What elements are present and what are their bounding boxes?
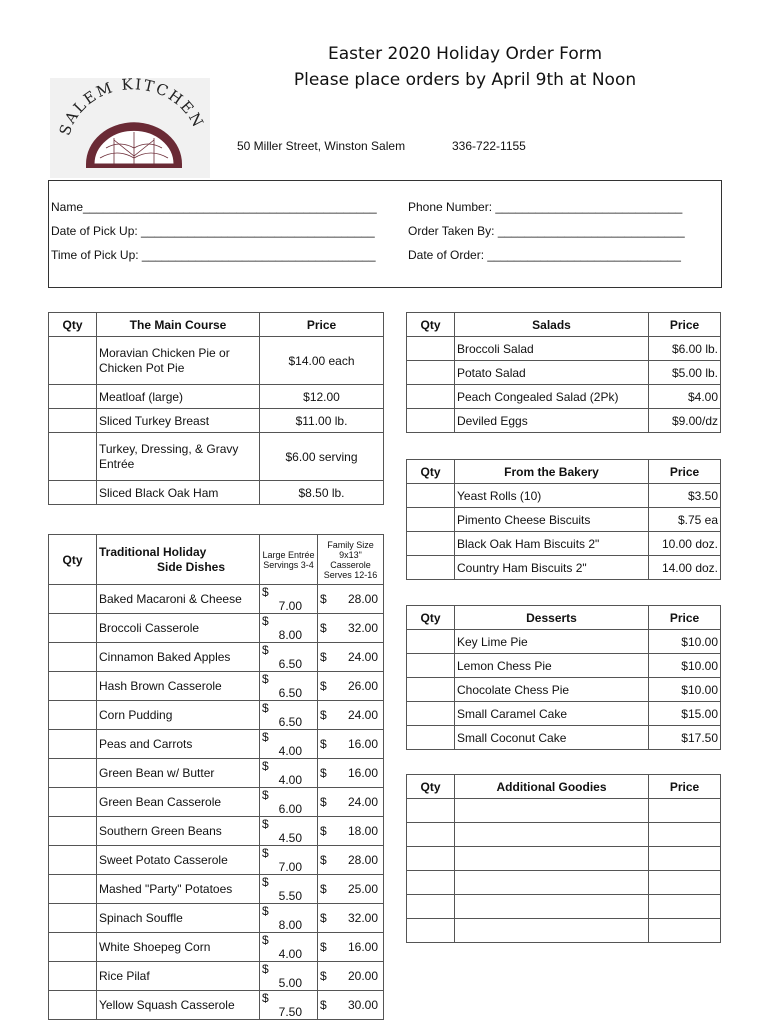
- table-row: [407, 702, 721, 726]
- qty-cell[interactable]: [49, 730, 97, 759]
- qty-cell[interactable]: [49, 337, 97, 385]
- item-name: White Shoepeg Corn: [97, 933, 260, 962]
- item-name: Rice Pilaf: [97, 962, 260, 991]
- item-price: 10.00 doz.: [649, 532, 721, 556]
- currency-symbol: $: [320, 766, 327, 780]
- table-row: [49, 585, 384, 614]
- table-row: [49, 991, 384, 1020]
- order-taken-by-field[interactable]: Order Taken By: ____________________________: [408, 224, 685, 238]
- family-price-value: 32.00: [347, 911, 378, 925]
- large-price-value: 7.00: [278, 860, 302, 874]
- family-price-value: 28.00: [347, 592, 378, 606]
- item-price: $10.00: [649, 630, 721, 654]
- item-name: Pimento Cheese Biscuits: [455, 508, 649, 532]
- price-header: Price: [649, 606, 721, 630]
- family-price: [318, 875, 384, 904]
- qty-cell[interactable]: [49, 962, 97, 991]
- item-name: Corn Pudding: [97, 701, 260, 730]
- qty-cell[interactable]: [49, 991, 97, 1020]
- family-price: [318, 672, 384, 701]
- item-name: Spinach Souffle: [97, 904, 260, 933]
- qty-cell[interactable]: [407, 484, 455, 508]
- large-price-value: 5.00: [278, 976, 302, 990]
- family-price: [318, 904, 384, 933]
- item-name: Green Bean Casserole: [97, 788, 260, 817]
- item-price: $17.50: [649, 726, 721, 750]
- qty-header: Qty: [49, 535, 97, 585]
- large-price-value: 6.50: [278, 715, 302, 729]
- qty-header: Qty: [49, 313, 97, 337]
- qty-cell[interactable]: [49, 643, 97, 672]
- family-price-value: 25.00: [347, 882, 378, 896]
- table-row: [407, 409, 721, 433]
- qty-cell[interactable]: [49, 433, 97, 481]
- large-price-value: 4.50: [278, 831, 302, 845]
- table-row: [49, 846, 384, 875]
- currency-symbol: $: [320, 824, 327, 838]
- date-of-order-field[interactable]: Date of Order: _____________________________: [408, 248, 681, 262]
- large-price-value: 6.50: [278, 686, 302, 700]
- currency-symbol: $: [262, 585, 269, 599]
- salads-header: Salads: [455, 313, 649, 337]
- item-name: Broccoli Casserole: [97, 614, 260, 643]
- family-price: [318, 614, 384, 643]
- form-title: Easter 2020 Holiday Order Form: [327, 44, 603, 64]
- large-price: [260, 614, 318, 643]
- item-price: $6.00 serving: [260, 433, 384, 481]
- item-price: $12.00: [260, 385, 384, 409]
- large-price: [260, 643, 318, 672]
- table-row: [49, 481, 384, 505]
- family-price: [318, 991, 384, 1020]
- large-price-value: 6.00: [278, 802, 302, 816]
- family-price-value: 26.00: [347, 679, 378, 693]
- qty-cell[interactable]: [407, 678, 455, 702]
- qty-cell[interactable]: [49, 481, 97, 505]
- table-row: [407, 532, 721, 556]
- price-header: Price: [649, 775, 721, 799]
- currency-symbol: $: [262, 759, 269, 773]
- pickup-date-field[interactable]: Date of Pick Up: ___________________________________: [51, 224, 375, 238]
- phone-number-field[interactable]: Phone Number: ____________________________: [408, 200, 683, 214]
- table-row: [407, 919, 721, 943]
- currency-symbol: $: [320, 998, 327, 1012]
- qty-cell[interactable]: [407, 895, 455, 919]
- qty-cell[interactable]: [407, 385, 455, 409]
- currency-symbol: $: [262, 672, 269, 686]
- item-name[interactable]: [455, 919, 649, 943]
- large-price-value: 4.00: [278, 947, 302, 961]
- family-price: [318, 759, 384, 788]
- table-row: [407, 484, 721, 508]
- item-name: Yeast Rolls (10): [455, 484, 649, 508]
- item-price: $10.00: [649, 654, 721, 678]
- form-subtitle: Please place orders by April 9th at Noon: [293, 70, 637, 90]
- large-price: [260, 962, 318, 991]
- item-name: Southern Green Beans: [97, 817, 260, 846]
- qty-cell[interactable]: [407, 799, 455, 823]
- qty-cell[interactable]: [49, 846, 97, 875]
- large-price: [260, 991, 318, 1020]
- qty-cell[interactable]: [49, 614, 97, 643]
- bakery-header: From the Bakery: [455, 460, 649, 484]
- item-name[interactable]: [455, 823, 649, 847]
- additional-goodies-table: [406, 774, 721, 943]
- item-price[interactable]: [649, 895, 721, 919]
- item-name: Meatloaf (large): [97, 385, 260, 409]
- customer-info-box: [48, 180, 722, 288]
- table-row: [407, 361, 721, 385]
- family-price: [318, 846, 384, 875]
- svg-text:SALEM KITCHEN: SALEM KITCHEN: [55, 78, 208, 138]
- qty-cell[interactable]: [407, 726, 455, 750]
- qty-cell[interactable]: [49, 759, 97, 788]
- large-price: [260, 788, 318, 817]
- family-price: [318, 643, 384, 672]
- large-price: [260, 817, 318, 846]
- item-name: Peas and Carrots: [97, 730, 260, 759]
- item-price: $10.00: [649, 678, 721, 702]
- family-price-value: 16.00: [347, 940, 378, 954]
- currency-symbol: $: [320, 911, 327, 925]
- currency-symbol: $: [320, 882, 327, 896]
- item-name: Cinnamon Baked Apples: [97, 643, 260, 672]
- goodies-header: Additional Goodies: [455, 775, 649, 799]
- family-price-value: 18.00: [347, 824, 378, 838]
- item-price: $11.00 lb.: [260, 409, 384, 433]
- family-price-value: 28.00: [347, 853, 378, 867]
- qty-cell[interactable]: [407, 532, 455, 556]
- currency-symbol: $: [262, 788, 269, 802]
- qty-cell[interactable]: [49, 409, 97, 433]
- table-row: [49, 672, 384, 701]
- item-name[interactable]: [455, 847, 649, 871]
- item-price: $8.50 lb.: [260, 481, 384, 505]
- qty-cell[interactable]: [407, 847, 455, 871]
- currency-symbol: $: [320, 969, 327, 983]
- table-row: [49, 433, 384, 481]
- side-dishes-title-2: Side Dishes: [157, 559, 226, 574]
- table-row: [49, 337, 384, 385]
- table-row: [407, 556, 721, 580]
- item-price: $15.00: [649, 702, 721, 726]
- qty-cell[interactable]: [49, 672, 97, 701]
- item-name: Turkey, Dressing, & Gravy Entrée: [97, 433, 260, 481]
- desserts-table: [406, 605, 721, 750]
- item-price: 14.00 doz.: [649, 556, 721, 580]
- family-price: [318, 585, 384, 614]
- currency-symbol: $: [262, 962, 269, 976]
- table-row: [49, 904, 384, 933]
- large-price-value: 8.00: [278, 918, 302, 932]
- item-name: Potato Salad: [455, 361, 649, 385]
- price-header: Price: [649, 460, 721, 484]
- currency-symbol: $: [262, 817, 269, 831]
- table-row: [49, 643, 384, 672]
- item-price[interactable]: [649, 871, 721, 895]
- item-price: $6.00 lb.: [649, 337, 721, 361]
- name-field[interactable]: Name____________________________________________: [51, 200, 377, 214]
- qty-cell[interactable]: [407, 871, 455, 895]
- currency-symbol: $: [262, 904, 269, 918]
- table-row: [407, 895, 721, 919]
- item-price: $4.00: [649, 385, 721, 409]
- item-name: Broccoli Salad: [455, 337, 649, 361]
- item-name: Sweet Potato Casserole: [97, 846, 260, 875]
- currency-symbol: $: [320, 621, 327, 635]
- main-course-header: The Main Course: [97, 313, 260, 337]
- large-price: [260, 701, 318, 730]
- item-name: Baked Macaroni & Cheese: [97, 585, 260, 614]
- qty-cell[interactable]: [407, 337, 455, 361]
- table-row: [407, 654, 721, 678]
- table-row: [49, 701, 384, 730]
- qty-cell[interactable]: [49, 817, 97, 846]
- table-row: [49, 730, 384, 759]
- item-name: Green Bean w/ Butter: [97, 759, 260, 788]
- large-price: [260, 904, 318, 933]
- item-price[interactable]: [649, 823, 721, 847]
- table-row: [407, 823, 721, 847]
- currency-symbol: $: [320, 708, 327, 722]
- item-name: Hash Brown Casserole: [97, 672, 260, 701]
- side-dishes-title-1: Traditional Holiday: [99, 544, 207, 559]
- family-price-value: 16.00: [347, 766, 378, 780]
- large-price-value: 4.00: [278, 744, 302, 758]
- large-price-value: 6.50: [278, 657, 302, 671]
- item-name[interactable]: [455, 871, 649, 895]
- qty-cell[interactable]: [407, 823, 455, 847]
- table-row: [49, 409, 384, 433]
- currency-symbol: $: [320, 679, 327, 693]
- currency-symbol: $: [320, 795, 327, 809]
- family-price-value: 32.00: [347, 621, 378, 635]
- qty-cell[interactable]: [407, 630, 455, 654]
- large-price: [260, 730, 318, 759]
- item-name: Country Ham Biscuits 2": [455, 556, 649, 580]
- table-row: [49, 788, 384, 817]
- qty-cell[interactable]: [407, 919, 455, 943]
- item-name[interactable]: [455, 799, 649, 823]
- side-dishes-table: [48, 534, 384, 1020]
- desserts-header: Desserts: [455, 606, 649, 630]
- currency-symbol: $: [320, 940, 327, 954]
- table-row: [407, 337, 721, 361]
- qty-cell[interactable]: [49, 875, 97, 904]
- table-row: [407, 847, 721, 871]
- family-price-value: 24.00: [347, 650, 378, 664]
- item-price: $.75 ea: [649, 508, 721, 532]
- large-price-value: 8.00: [278, 628, 302, 642]
- currency-symbol: $: [262, 846, 269, 860]
- table-row: [49, 817, 384, 846]
- family-price: [318, 933, 384, 962]
- item-price: $9.00/dz: [649, 409, 721, 433]
- item-price: $3.50: [649, 484, 721, 508]
- bakery-table: [406, 459, 721, 580]
- qty-cell[interactable]: [49, 701, 97, 730]
- family-price: [318, 730, 384, 759]
- item-name: Peach Congealed Salad (2Pk): [455, 385, 649, 409]
- qty-cell[interactable]: [407, 508, 455, 532]
- item-price[interactable]: [649, 919, 721, 943]
- large-entree-header: Large Entrée Servings 3-4: [260, 535, 318, 585]
- large-price-value: 7.50: [278, 1005, 302, 1019]
- store-phone: 336-722-1155: [452, 139, 526, 153]
- qty-header: Qty: [407, 606, 455, 630]
- item-name: Small Caramel Cake: [455, 702, 649, 726]
- family-price-value: 16.00: [347, 737, 378, 751]
- qty-cell[interactable]: [49, 385, 97, 409]
- table-row: [49, 385, 384, 409]
- qty-cell[interactable]: [49, 933, 97, 962]
- price-header: Price: [260, 313, 384, 337]
- currency-symbol: $: [320, 592, 327, 606]
- currency-symbol: $: [262, 730, 269, 744]
- currency-symbol: $: [320, 650, 327, 664]
- qty-cell[interactable]: [407, 654, 455, 678]
- currency-symbol: $: [262, 643, 269, 657]
- large-price-value: 7.00: [278, 599, 302, 613]
- item-name: Sliced Black Oak Ham: [97, 481, 260, 505]
- item-name: Yellow Squash Casserole: [97, 991, 260, 1020]
- table-row: [407, 799, 721, 823]
- item-name: Moravian Chicken Pie or Chicken Pot Pie: [97, 337, 260, 385]
- qty-cell[interactable]: [407, 702, 455, 726]
- qty-header: Qty: [407, 460, 455, 484]
- qty-header: Qty: [407, 313, 455, 337]
- qty-cell[interactable]: [407, 361, 455, 385]
- currency-symbol: $: [320, 853, 327, 867]
- family-price: [318, 701, 384, 730]
- item-price[interactable]: [649, 799, 721, 823]
- item-price[interactable]: [649, 847, 721, 871]
- store-address: 50 Miller Street, Winston Salem: [237, 139, 406, 153]
- large-price: [260, 933, 318, 962]
- salads-table: [406, 312, 721, 433]
- qty-cell[interactable]: [407, 556, 455, 580]
- table-row: [407, 726, 721, 750]
- table-row: [407, 871, 721, 895]
- main-course-table: [48, 312, 384, 505]
- currency-symbol: $: [320, 737, 327, 751]
- family-price: [318, 962, 384, 991]
- table-row: [49, 962, 384, 991]
- pickup-time-field[interactable]: Time of Pick Up: ___________________________________: [51, 248, 376, 262]
- item-name: Chocolate Chess Pie: [455, 678, 649, 702]
- side-dishes-header: [97, 535, 260, 585]
- item-price: $14.00 each: [260, 337, 384, 385]
- family-price: [318, 817, 384, 846]
- salem-kitchen-logo: [50, 78, 210, 178]
- currency-symbol: $: [262, 991, 269, 1005]
- large-price: [260, 875, 318, 904]
- family-price-value: 20.00: [347, 969, 378, 983]
- large-price: [260, 585, 318, 614]
- family-price-value: 24.00: [347, 708, 378, 722]
- table-row: [49, 614, 384, 643]
- large-price: [260, 672, 318, 701]
- table-row: [407, 630, 721, 654]
- table-row: [49, 875, 384, 904]
- currency-symbol: $: [262, 701, 269, 715]
- table-row: [49, 933, 384, 962]
- family-price: [318, 788, 384, 817]
- table-row: [49, 759, 384, 788]
- item-name: Key Lime Pie: [455, 630, 649, 654]
- large-price-value: 5.50: [278, 889, 302, 903]
- table-row: [407, 508, 721, 532]
- item-name: Lemon Chess Pie: [455, 654, 649, 678]
- table-row: [407, 678, 721, 702]
- qty-cell[interactable]: [49, 585, 97, 614]
- qty-cell[interactable]: [407, 409, 455, 433]
- family-price-value: 30.00: [347, 998, 378, 1012]
- currency-symbol: $: [262, 875, 269, 889]
- qty-cell[interactable]: [49, 788, 97, 817]
- family-price-value: 24.00: [347, 795, 378, 809]
- item-name: Sliced Turkey Breast: [97, 409, 260, 433]
- item-name: Mashed "Party" Potatoes: [97, 875, 260, 904]
- price-header: Price: [649, 313, 721, 337]
- currency-symbol: $: [262, 933, 269, 947]
- item-name[interactable]: [455, 895, 649, 919]
- qty-header: Qty: [407, 775, 455, 799]
- table-row: [407, 385, 721, 409]
- family-size-header: Family Size 9x13" Casserole Serves 12-16: [318, 535, 384, 585]
- item-name: Deviled Eggs: [455, 409, 649, 433]
- currency-symbol: $: [262, 614, 269, 628]
- item-name: Black Oak Ham Biscuits 2": [455, 532, 649, 556]
- large-price: [260, 846, 318, 875]
- item-name: Small Coconut Cake: [455, 726, 649, 750]
- item-price: $5.00 lb.: [649, 361, 721, 385]
- large-price-value: 4.00: [278, 773, 302, 787]
- qty-cell[interactable]: [49, 904, 97, 933]
- large-price: [260, 759, 318, 788]
